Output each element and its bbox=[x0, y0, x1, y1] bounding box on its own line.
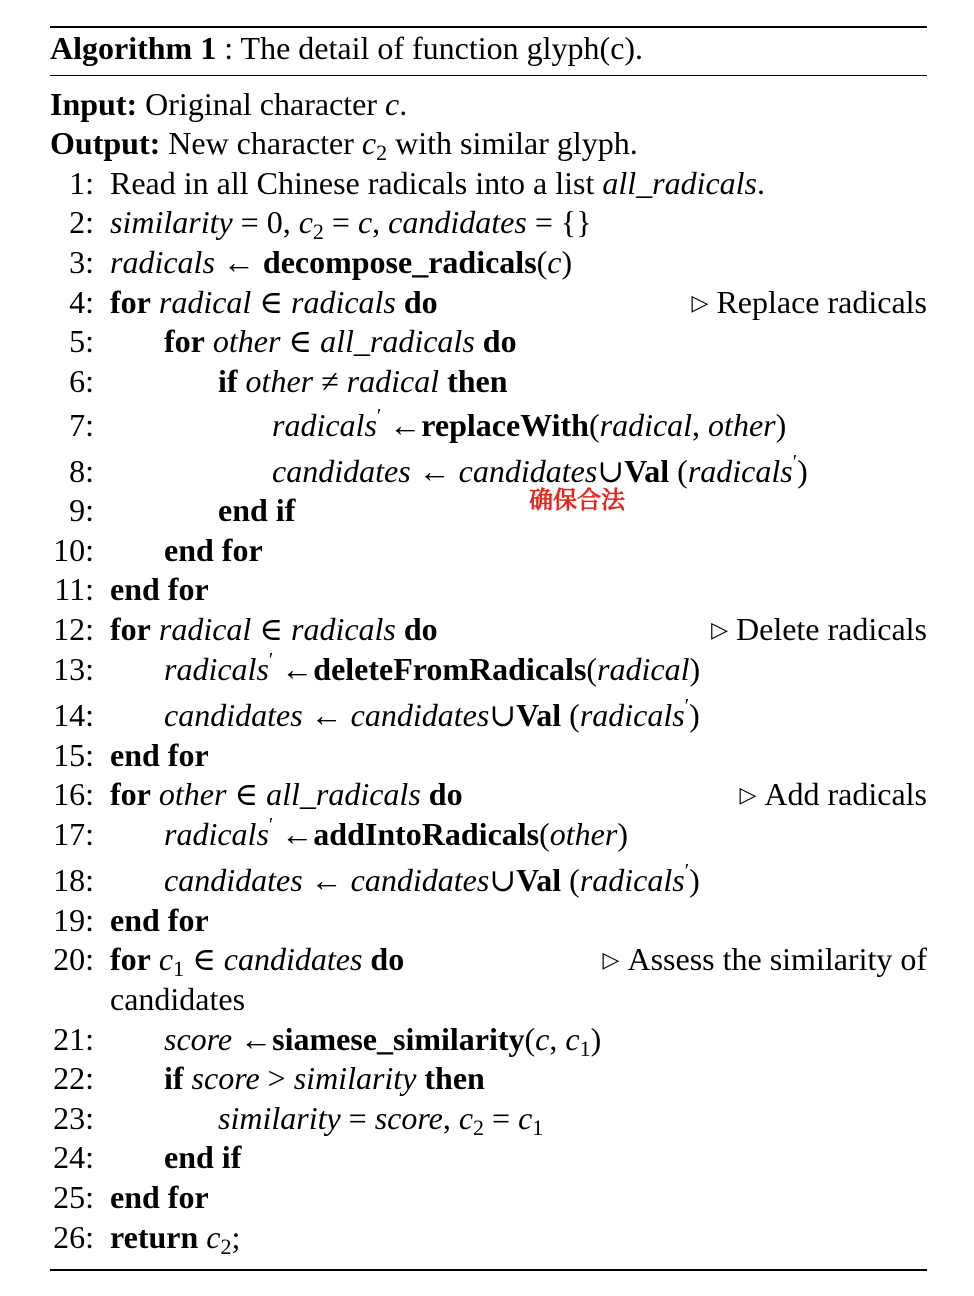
algo-line-8: 8: candidates ← candidates∪Val (radicals′) bbox=[69, 451, 808, 489]
algo-line-9: 9: end if bbox=[69, 492, 296, 528]
algo-line-14: 14: candidates ← candidates∪Val (radicals′) bbox=[53, 695, 700, 733]
comment-add: ▷ Add radicals bbox=[739, 776, 927, 812]
algo-line-16: 16: for other ∈ all_radicals do ▷ Add radicals bbox=[50, 776, 927, 812]
algo-line-6: 6: if other ≠ radical then bbox=[69, 363, 508, 399]
algo-line-12: 12: for radical ∈ radicals do ▷ Delete radicals bbox=[50, 611, 927, 647]
algo-line-1: 1: Read in all Chinese radicals into a list all_radicals. bbox=[69, 165, 765, 201]
algo-line-15: 15: end for bbox=[53, 737, 209, 773]
algo-line-24: 24: end if bbox=[53, 1139, 242, 1175]
algo-line-10: 10: end for bbox=[53, 532, 263, 568]
top-rule bbox=[50, 26, 927, 28]
algo-line-13: 13: radicals′ ←deleteFromRadicals(radical) bbox=[53, 649, 701, 687]
comment-replace: ▷ Replace radicals bbox=[691, 284, 927, 320]
output-line: Output: New character $c_2$ with similar glyph. bbox=[50, 125, 638, 165]
algo-line-26: 26: return $c_2$; bbox=[53, 1219, 241, 1259]
algo-line-21: 21: score ←siamese_similarity(c, $c_1$) bbox=[53, 1021, 602, 1061]
input-line: Input: Original character c. bbox=[50, 86, 408, 122]
algorithm-caption: Algorithm 1 : The detail of function glyph(c). bbox=[50, 30, 644, 66]
comment-delete: ▷ Delete radicals bbox=[711, 611, 927, 647]
algo-line-2: 2: similarity = 0, $c_2 = c$, candidates = {} bbox=[69, 204, 592, 244]
bottom-rule bbox=[50, 1269, 927, 1271]
comment-assess: ▷ Assess the similarity of bbox=[602, 941, 927, 977]
algo-line-7: 7: radicals′ ←replaceWith(radical, other) bbox=[69, 405, 787, 443]
algo-line-19: 19: end for bbox=[53, 902, 209, 938]
algo-line-23: 23: similarity = score, $c_2 = c_1$ bbox=[53, 1100, 544, 1140]
algo-line-5: 5: for other ∈ all_radicals do bbox=[69, 323, 517, 359]
algo-line-4: 4: for radical ∈ radicals do ▷ Replace radicals bbox=[50, 284, 927, 320]
caption-rule bbox=[50, 75, 927, 76]
algo-line-3: 3: radicals ← decompose_radicals(c) bbox=[69, 244, 573, 280]
triangle-icon: ▷ bbox=[602, 947, 620, 972]
red-annotation: 确保合法 bbox=[529, 486, 625, 514]
algo-line-20: 20: for $c_1$ ∈ candidates do ▷ Assess the similarity of bbox=[53, 941, 927, 981]
triangle-icon: ▷ bbox=[711, 617, 728, 642]
triangle-icon: ▷ bbox=[691, 290, 709, 315]
triangle-icon: ▷ bbox=[739, 782, 757, 807]
algo-line-18: 18: candidates ← candidates∪Val (radicals′) bbox=[53, 860, 700, 898]
algo-line-25: 25: end for bbox=[53, 1179, 209, 1215]
algo-line-17: 17: radicals′ ←addIntoRadicals(other) bbox=[53, 814, 628, 852]
algo-line-22: 22: if score > similarity then bbox=[53, 1060, 485, 1096]
algo-line-11: 11: end for bbox=[54, 571, 209, 607]
